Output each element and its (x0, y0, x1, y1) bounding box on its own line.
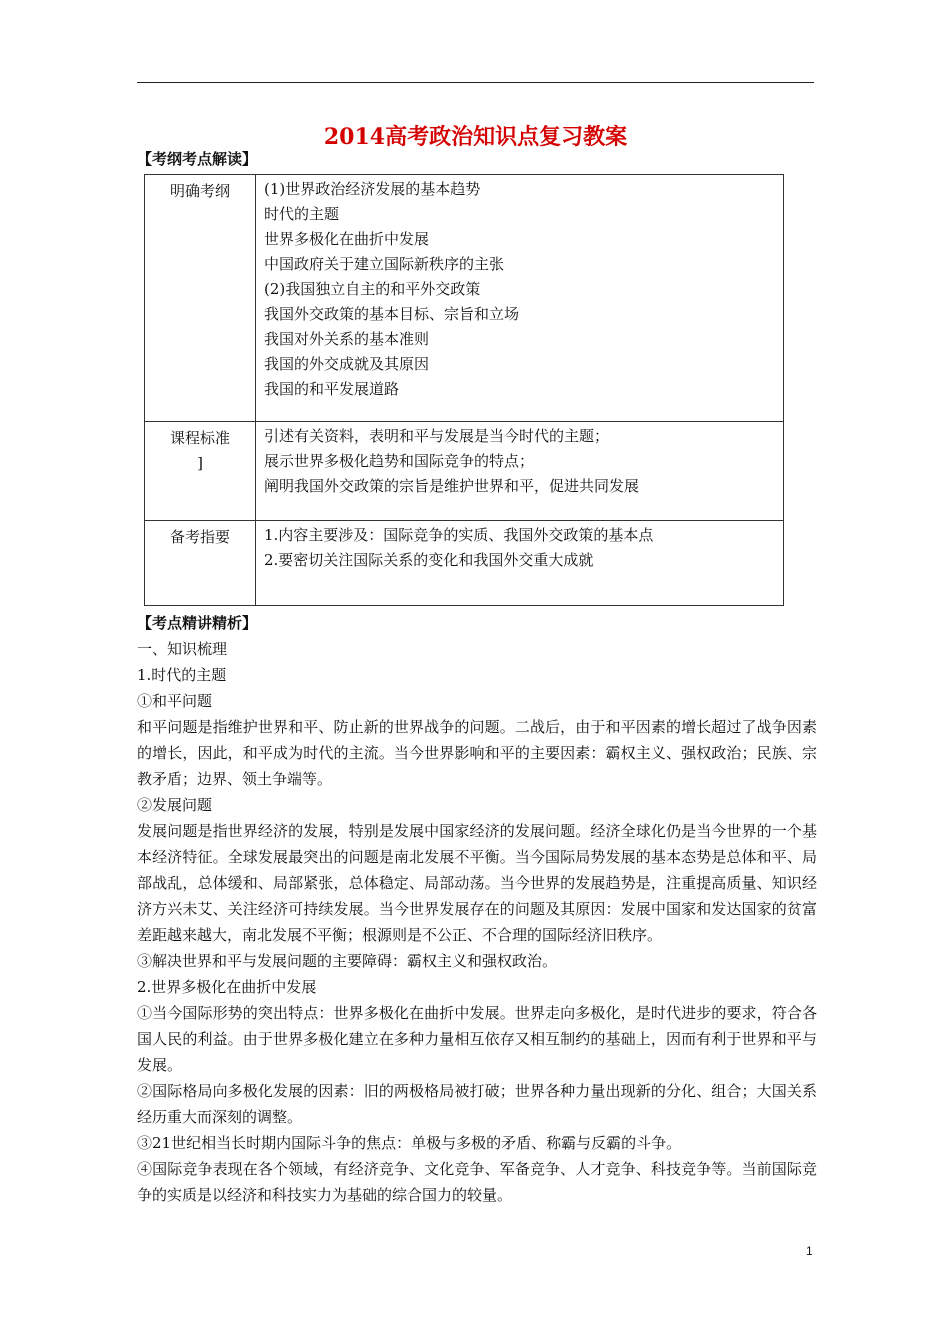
subheading: 1.时代的主题 (137, 666, 227, 684)
list-item: 2.要密切关注国际关系的变化和我国外交重大成就 (264, 551, 594, 569)
paragraph: 和平问题是指维护世界和平、防止新的世界战争的问题。二战后，由于和平因素的增长超过了战争因素的增长，因此，和平成为时代的主流。当今世界影响和平的主要因素：霸权主义、强权政治；民族、宗教矛盾；边界、领土争端等。 (137, 718, 817, 788)
list-item: 我国的外交成就及其原因 (264, 355, 430, 373)
outline-table (144, 174, 784, 606)
subheading: ②发展问题 (137, 796, 213, 814)
list-item: 我国的和平发展道路 (264, 380, 400, 398)
list-item: (1)世界政治经济发展的基本趋势 (264, 180, 481, 198)
list-item: 中国政府关于建立国际新秩序的主张 (264, 255, 505, 273)
table-row (145, 422, 784, 521)
subheading: 一、知识梳理 (137, 640, 228, 658)
list-item: 1.内容主要涉及：国际竞争的实质、我国外交政策的基本点 (264, 526, 654, 544)
row-label: 明确考纲 (145, 175, 256, 422)
list-item: (2)我国独立自主的和平外交政策 (264, 280, 481, 298)
list-item: 展示世界多极化趋势和国际竞争的特点； (264, 452, 535, 470)
subheading: ①和平问题 (137, 692, 213, 710)
subheading: 2.世界多极化在曲折中发展 (137, 978, 317, 996)
list-item: 世界多极化在曲折中发展 (264, 230, 430, 248)
paragraph: ①当今国际形势的突出特点：世界多极化在曲折中发展。世界走向多极化，是时代进步的要求，符合各国人民的利益。由于世界多极化建立在多种力量相互依存又相互制约的基础上，因而有利于世界和平与发展。 (137, 1004, 817, 1074)
section-heading-analysis: 【考点精讲精析】 (137, 614, 258, 632)
paragraph: ③21世纪相当长时期内国际斗争的焦点：单极与多极的矛盾、称霸与反霸的斗争。 (137, 1134, 682, 1152)
paragraph: 发展问题是指世界经济的发展，特别是发展中国家经济的发展问题。经济全球化仍是当今世界的一个基本经济特征。全球发展最突出的问题是南北发展不平衡。当今国际局势发展的基本态势是总体和平、局部战乱，总体缓和、局部紧张，总体稳定、局部动荡。当今世界的发展趋势是，注重提高质量、知识经济方兴未艾、关注经济可持续发展。当今世界发展存在的问题及其原因：发展中国家和发达国家的贫富差距越来越大，南北发展不平衡；根源则是不公正、不合理的国际经济旧秩序。 (137, 822, 817, 944)
list-item: 我国对外关系的基本准则 (264, 330, 430, 348)
row-label: 备考指要 (145, 521, 256, 606)
row-content (256, 521, 784, 606)
page-number: 1 (806, 1244, 813, 1258)
table-row (145, 175, 784, 422)
paragraph: ②国际格局向多极化发展的因素：旧的两极格局被打破；世界各种力量出现新的分化、组合；大国关系经历重大而深刻的调整。 (137, 1082, 817, 1126)
list-item: 我国外交政策的基本目标、宗旨和立场 (264, 305, 520, 323)
list-item: 阐明我国外交政策的宗旨是维护世界和平，促进共同发展 (264, 477, 640, 495)
list-item: 时代的主题 (264, 205, 340, 223)
body-text (137, 636, 817, 1208)
paragraph: ④国际竞争表现在各个领域，有经济竞争、文化竞争、军备竞争、人才竞争、科技竞争等。当前国际竞争的实质是以经济和科技实力为基础的综合国力的较量。 (137, 1160, 817, 1204)
table-row (145, 521, 784, 606)
section-heading-outline: 【考纲考点解读】 (137, 150, 258, 168)
page-title: 2014高考政治知识点复习教案 (323, 124, 628, 150)
row-content (256, 422, 784, 521)
header-rule (137, 82, 814, 83)
row-label: 课程标准 ] (145, 422, 256, 521)
list-item: 引述有关资料，表明和平与发展是当今时代的主题； (264, 427, 610, 445)
paragraph: ③解决世界和平与发展问题的主要障碍：霸权主义和强权政治。 (137, 952, 558, 970)
row-content (256, 175, 784, 422)
